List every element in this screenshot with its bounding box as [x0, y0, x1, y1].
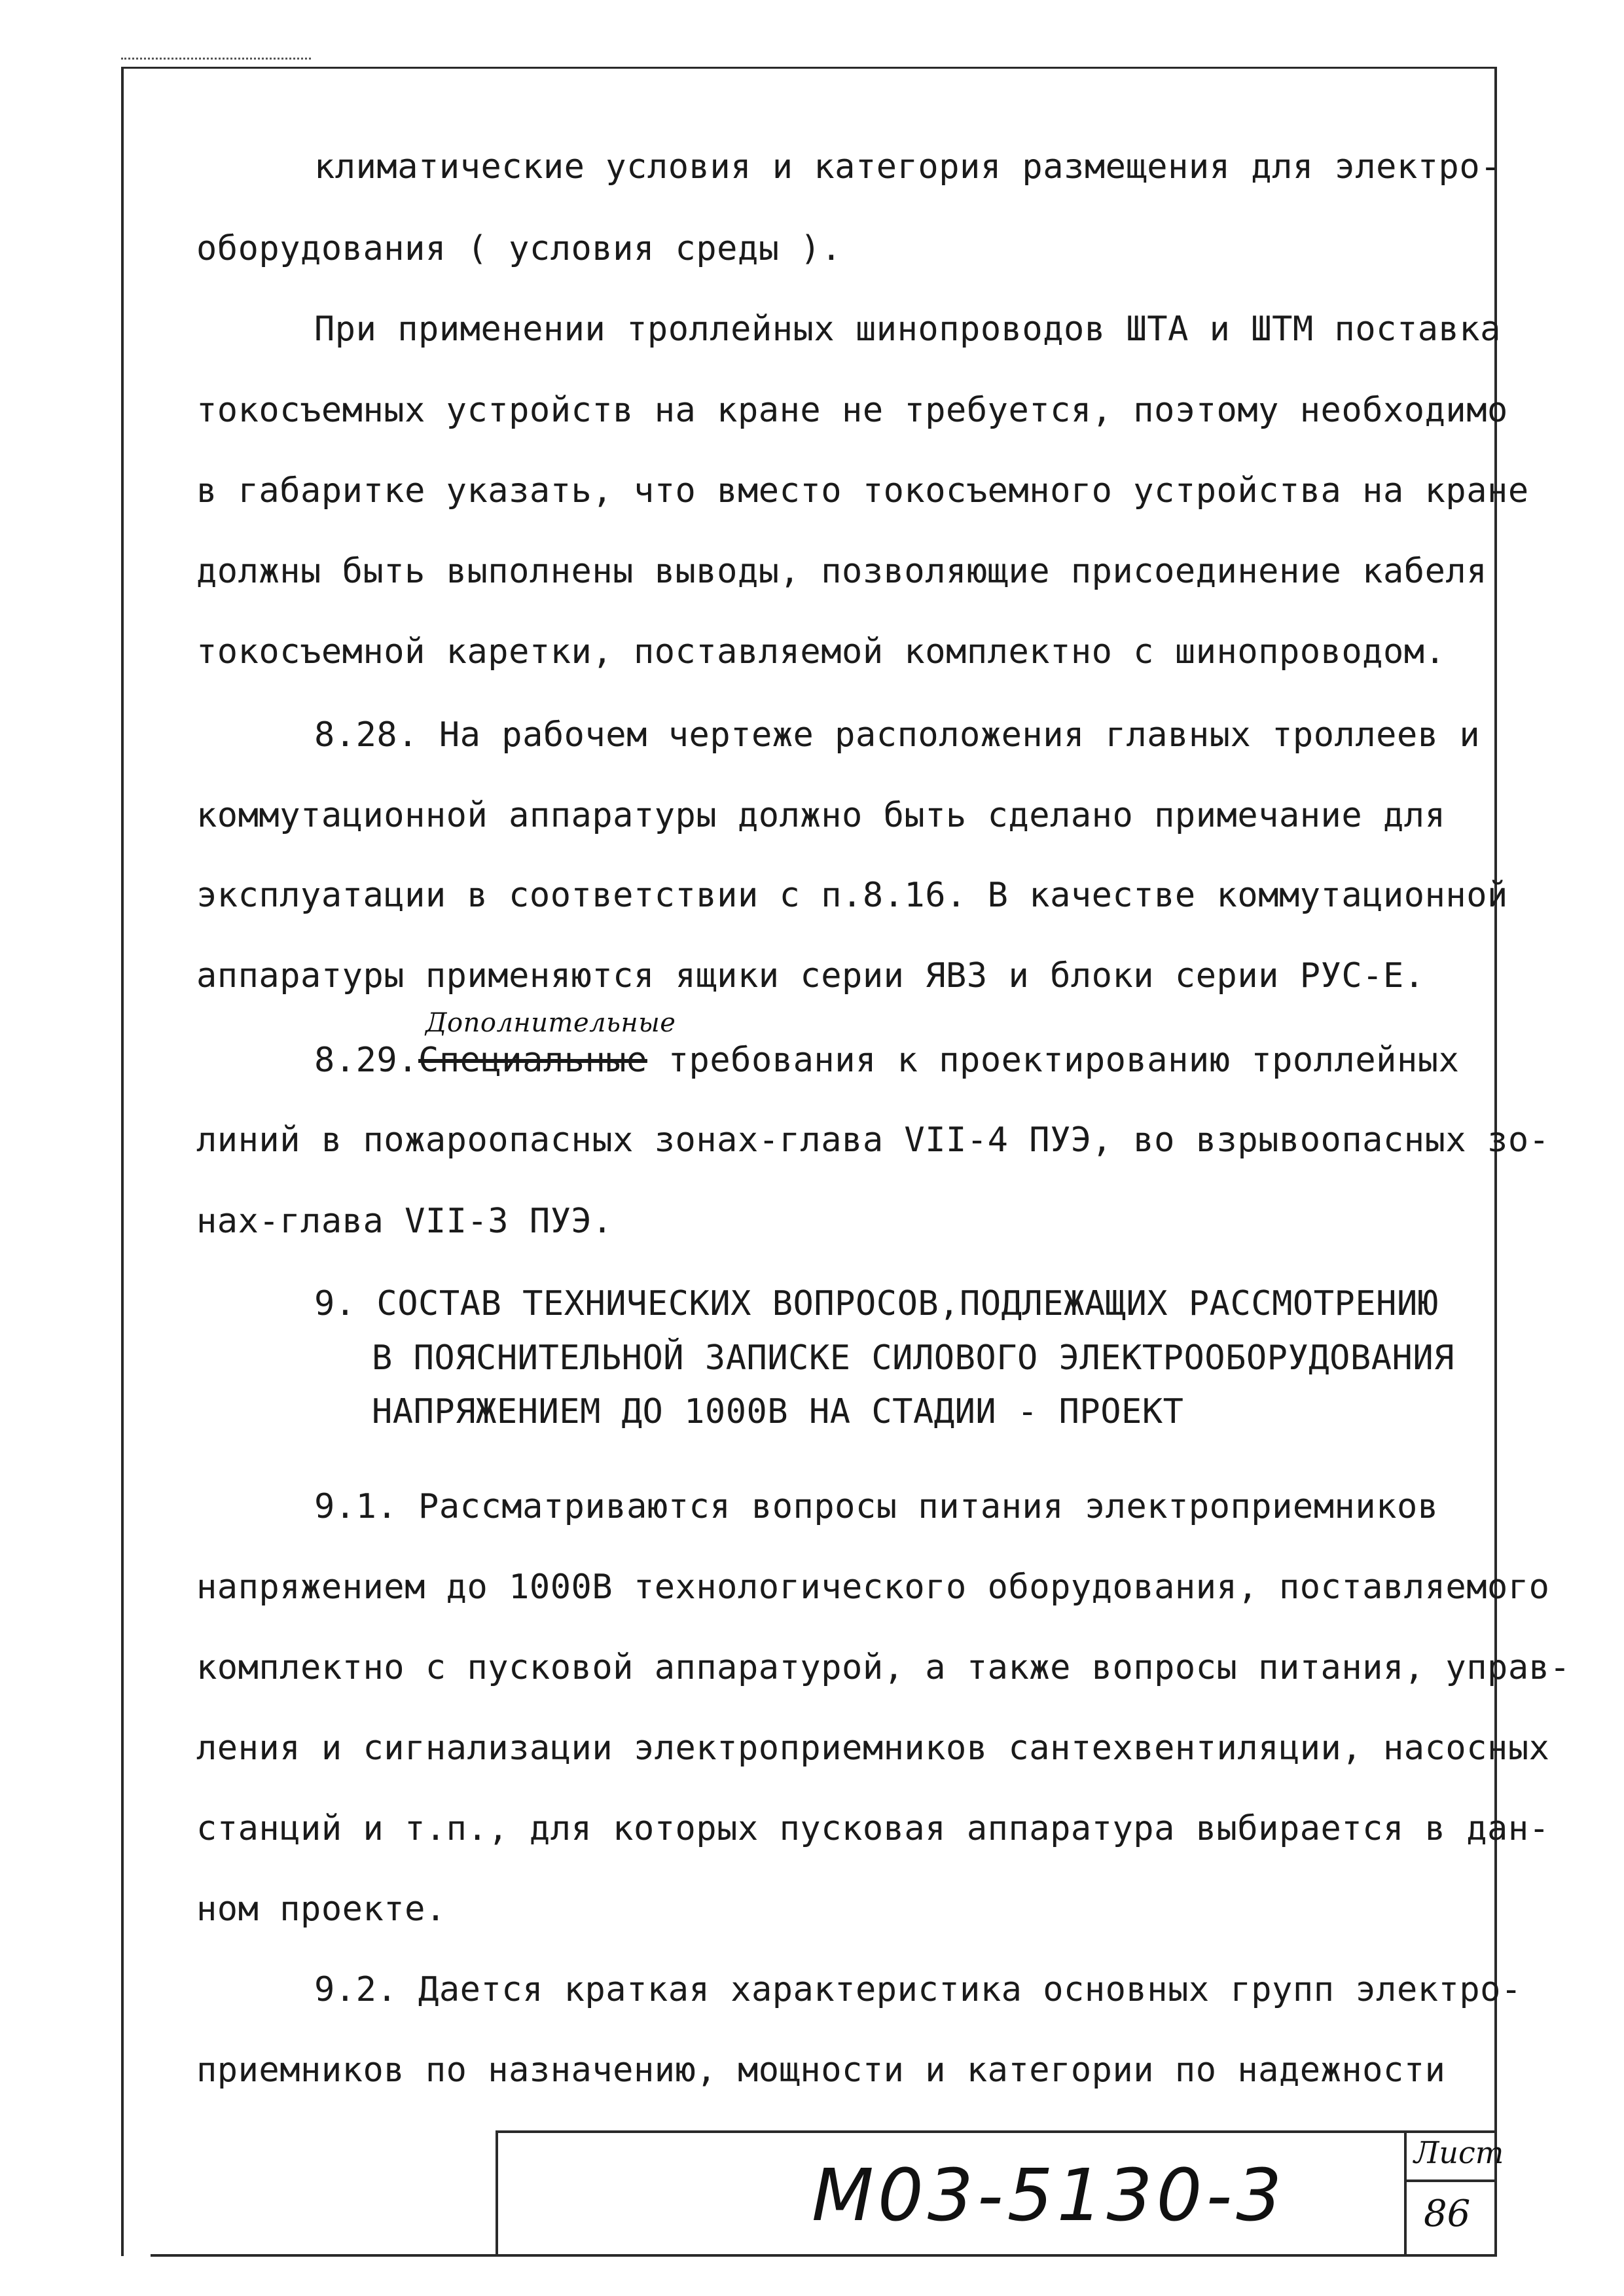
text-line: климатические условия и категория размещения для электро-: [314, 147, 1501, 187]
text-line: токосъемных устройств на кране не требуется, поэтому необходимо: [196, 391, 1508, 430]
text-line: ном проекте.: [196, 1890, 446, 1929]
text-line: 8.28. На рабочем чертеже расположения главных троллеев и: [314, 715, 1481, 755]
text-line: оборудования ( условия среды ).: [196, 229, 842, 268]
struck-word: Специальные: [418, 1041, 647, 1080]
text-line: 9.2. Дается краткая характеристика основных групп электро-: [314, 1970, 1522, 2009]
frame-left-border: [121, 67, 124, 2256]
text-line: 9.1. Рассматриваются вопросы питания электроприемников: [314, 1487, 1439, 1526]
text-line: должны быть выполнены выводы, позволяющие присоединение кабеля: [196, 552, 1488, 591]
section-heading-line: 9. СОСТАВ ТЕХНИЧЕСКИХ ВОПРОСОВ,ПОДЛЕЖАЩИХ РАССМОТРЕНИЮ: [314, 1284, 1439, 1323]
sheet-label: Лист: [1414, 2135, 1504, 2170]
sheet-number: 86: [1424, 2193, 1471, 2235]
text-line: ления и сигнализации электроприемников сантехвентиляции, насосных: [196, 1729, 1550, 1768]
sheet-cell-divider: [1407, 2179, 1496, 2182]
text-line: коммутационной аппаратуры должно быть сделано примечание для: [196, 796, 1446, 835]
text-line: При применении троллейных шинопроводов ШТА и ШТМ поставка: [314, 310, 1501, 349]
section-heading-line: В ПОЯСНИТЕЛЬНОЙ ЗАПИСКЕ СИЛОВОГО ЭЛЕКТРООБОРУДОВАНИЯ: [372, 1338, 1454, 1378]
text-fragment: требования к проектированию троллейных: [668, 1041, 1460, 1080]
text-line: эксплуатации в соответствии с п.8.16. В качестве коммутационной: [196, 876, 1508, 915]
text-line: напряжением до 1000В технологического оборудования, поставляемого: [196, 1568, 1550, 1607]
text-line: комплектно с пусковой аппаратурой, а также вопросы питания, управ-: [196, 1648, 1571, 1687]
text-line: линий в пожароопасных зонах-глава VII-4 ПУЭ, во взрывоопасных зо-: [196, 1121, 1550, 1160]
handwritten-correction: Дополнительные: [425, 1008, 676, 1038]
paragraph-8-29-first-line: [314, 1041, 1459, 1080]
text-line: аппаратуры применяются ящики серии ЯВЗ и блоки серии РУС-Е.: [196, 956, 1425, 996]
paragraph-number: 8.29.: [314, 1041, 419, 1080]
top-edge-dashes: [121, 58, 311, 60]
section-heading-line: НАПРЯЖЕНИЕМ ДО 1000В НА СТАДИИ - ПРОЕКТ: [372, 1392, 1184, 1431]
text-line: в габаритке указать, что вместо токосъемного устройства на кране: [196, 471, 1529, 511]
document-code: М03-5130-3: [812, 2153, 1286, 2237]
text-line: приемников по назначению, мощности и категории по надежности: [196, 2051, 1446, 2090]
text-line: нах-глава VII-3 ПУЭ.: [196, 1202, 613, 1241]
text-line: токосъемной каретки, поставляемой комплектно с шинопроводом.: [196, 632, 1446, 672]
frame-top-border: [121, 67, 1496, 69]
text-line: станций и т.п., для которых пусковая аппаратура выбирается в дан-: [196, 1809, 1550, 1848]
title-block-divider: [1404, 2130, 1407, 2256]
